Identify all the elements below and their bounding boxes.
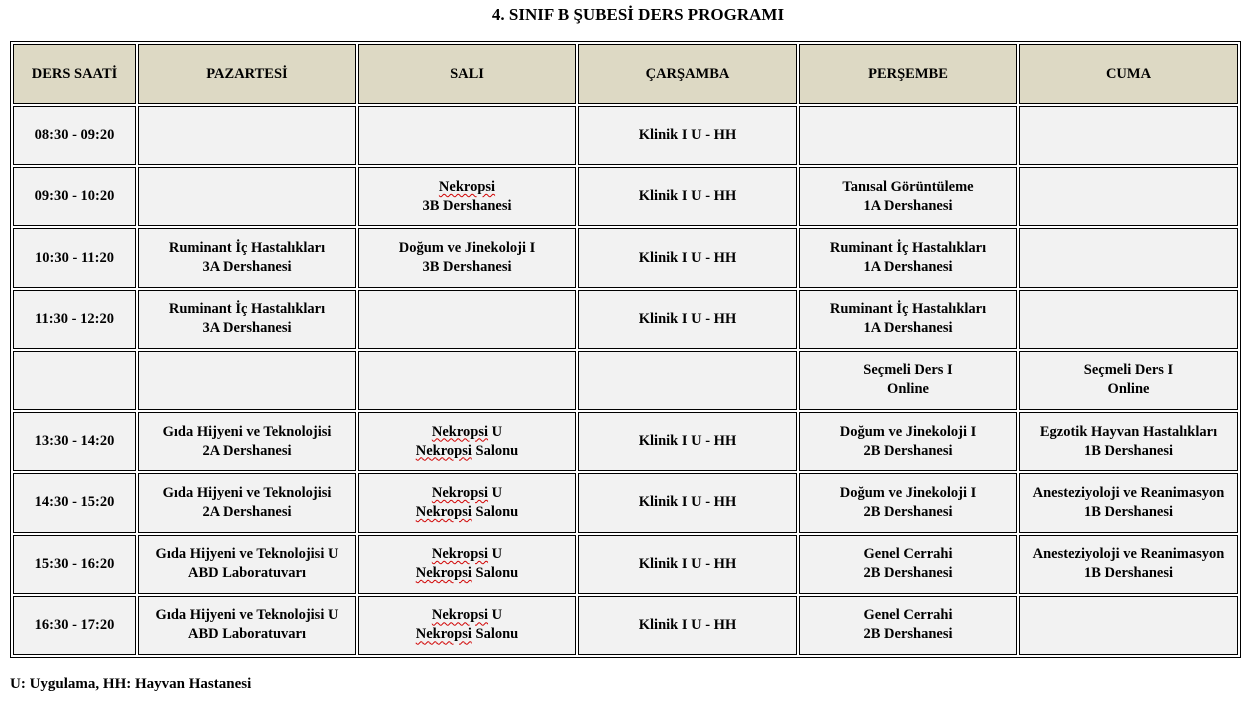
cell-sali <box>358 473 576 532</box>
footnote: U: Uygulama, HH: Hayvan Hastanesi <box>10 676 252 692</box>
course-line: Klinik I U - HH <box>638 188 737 205</box>
course-line: Ruminant İç Hastalıkları <box>168 301 326 318</box>
header-row <box>13 44 1238 104</box>
cell-carsamba <box>578 596 797 655</box>
schedule-row <box>13 535 1238 594</box>
cell-carsamba <box>578 412 797 471</box>
course-line: Klinik I U - HH <box>638 127 737 144</box>
cell-pazartesi <box>138 412 356 471</box>
cell-sali <box>358 535 576 594</box>
page-title: 4. SINIF B ŞUBESİ DERS PROGRAMI <box>491 5 785 24</box>
course-line: Nekropsi U <box>431 546 503 563</box>
course-line: Ruminant İç Hastalıkları <box>829 240 987 257</box>
schedule-row <box>13 106 1238 165</box>
time-cell: 10:30 - 11:20 <box>13 228 136 287</box>
course-line: Gıda Hijyeni ve Teknolojisi <box>162 484 332 501</box>
course-line: ABD Laboratuvarı <box>187 565 307 582</box>
header-ders-saati: DERS SAATİ <box>13 44 136 104</box>
course-line: Gıda Hijyeni ve Teknolojisi <box>162 423 332 440</box>
course-line: 2B Dershanesi <box>863 442 953 459</box>
course-line: Doğum ve Jinekoloji I <box>398 240 536 257</box>
time-cell: 11:30 - 12:20 <box>13 290 136 349</box>
cell-carsamba <box>578 351 797 410</box>
cell-cuma <box>1019 473 1238 532</box>
schedule-body <box>13 106 1238 655</box>
course-line: Doğum ve Jinekoloji I <box>839 423 977 440</box>
cell-cuma <box>1019 412 1238 471</box>
header-carsamba: ÇARŞAMBA <box>578 44 797 104</box>
course-line: 3B Dershanesi <box>422 197 512 214</box>
course-line: Klinik I U - HH <box>638 310 737 327</box>
course-line: 2A Dershanesi <box>202 503 292 520</box>
cell-cuma <box>1019 351 1238 410</box>
course-line: Seçmeli Ders I <box>1083 362 1174 379</box>
cell-pazartesi <box>138 167 356 226</box>
course-line: Doğum ve Jinekoloji I <box>839 484 977 501</box>
course-line: 2B Dershanesi <box>863 626 953 643</box>
cell-carsamba <box>578 167 797 226</box>
schedule-row <box>13 167 1238 226</box>
course-line: Klinik I U - HH <box>638 249 737 266</box>
course-line: Nekropsi U <box>431 423 503 440</box>
time-cell <box>13 351 136 410</box>
cell-cuma <box>1019 290 1238 349</box>
course-line: Gıda Hijyeni ve Teknolojisi U <box>155 607 339 624</box>
header-cuma: CUMA <box>1019 44 1238 104</box>
cell-carsamba <box>578 228 797 287</box>
course-line: Anesteziyoloji ve Reanimasyon <box>1032 546 1225 563</box>
header-persembe: PERŞEMBE <box>799 44 1017 104</box>
course-line: Nekropsi Salonu <box>415 626 519 643</box>
schedule-row <box>13 351 1238 410</box>
cell-cuma <box>1019 106 1238 165</box>
header-sali: SALI <box>358 44 576 104</box>
cell-persembe <box>799 106 1017 165</box>
course-line: Genel Cerrahi <box>863 546 953 563</box>
course-line: Nekropsi Salonu <box>415 503 519 520</box>
course-line: 1B Dershanesi <box>1083 442 1174 459</box>
schedule-row <box>13 228 1238 287</box>
cell-sali <box>358 167 576 226</box>
cell-pazartesi <box>138 351 356 410</box>
cell-sali <box>358 596 576 655</box>
course-line: Klinik I U - HH <box>638 433 737 450</box>
time-cell: 13:30 - 14:20 <box>13 412 136 471</box>
cell-cuma <box>1019 596 1238 655</box>
cell-persembe <box>799 351 1017 410</box>
cell-sali <box>358 228 576 287</box>
cell-cuma <box>1019 228 1238 287</box>
cell-carsamba <box>578 290 797 349</box>
cell-carsamba <box>578 535 797 594</box>
time-cell: 09:30 - 10:20 <box>13 167 136 226</box>
course-line: Nekropsi Salonu <box>415 442 519 459</box>
course-line: Nekropsi U <box>431 484 503 501</box>
cell-pazartesi <box>138 290 356 349</box>
course-line: Nekropsi <box>438 178 496 195</box>
cell-persembe <box>799 535 1017 594</box>
course-line: Online <box>1107 381 1150 398</box>
cell-persembe <box>799 596 1017 655</box>
course-line: Tanısal Görüntüleme <box>842 178 974 195</box>
course-line: Ruminant İç Hastalıkları <box>168 240 326 257</box>
course-line: Egzotik Hayvan Hastalıkları <box>1039 423 1218 440</box>
course-line: 3A Dershanesi <box>202 259 292 276</box>
course-line: 3A Dershanesi <box>202 320 292 337</box>
cell-pazartesi <box>138 596 356 655</box>
schedule-row <box>13 473 1238 532</box>
course-line: Anesteziyoloji ve Reanimasyon <box>1032 484 1225 501</box>
schedule-row <box>13 290 1238 349</box>
schedule-row <box>13 412 1238 471</box>
course-line: 1B Dershanesi <box>1083 565 1174 582</box>
course-line: Klinik I U - HH <box>638 555 737 572</box>
cell-sali <box>358 351 576 410</box>
cell-persembe <box>799 167 1017 226</box>
course-line: Seçmeli Ders I <box>863 362 953 379</box>
course-line: 3B Dershanesi <box>422 259 512 276</box>
course-line: Genel Cerrahi <box>863 607 953 624</box>
schedule-table <box>10 41 1241 658</box>
cell-carsamba <box>578 106 797 165</box>
course-line: Ruminant İç Hastalıkları <box>829 301 987 318</box>
header-pazartesi: PAZARTESİ <box>138 44 356 104</box>
course-line: Online <box>887 381 929 398</box>
course-line: 1A Dershanesi <box>863 259 953 276</box>
cell-persembe <box>799 473 1017 532</box>
course-line: Gıda Hijyeni ve Teknolojisi U <box>155 546 339 563</box>
course-line: 2A Dershanesi <box>202 442 292 459</box>
course-line: 1A Dershanesi <box>863 197 953 214</box>
course-line: Klinik I U - HH <box>638 494 737 511</box>
cell-sali <box>358 290 576 349</box>
cell-carsamba <box>578 473 797 532</box>
cell-persembe <box>799 412 1017 471</box>
cell-persembe <box>799 228 1017 287</box>
time-cell: 14:30 - 15:20 <box>13 473 136 532</box>
course-line: Nekropsi U <box>431 607 503 624</box>
time-cell: 15:30 - 16:20 <box>13 535 136 594</box>
cell-pazartesi <box>138 535 356 594</box>
cell-pazartesi <box>138 473 356 532</box>
course-line: Klinik I U - HH <box>638 616 737 633</box>
cell-cuma <box>1019 167 1238 226</box>
cell-persembe <box>799 290 1017 349</box>
cell-pazartesi <box>138 228 356 287</box>
cell-sali <box>358 106 576 165</box>
cell-pazartesi <box>138 106 356 165</box>
course-line: 1B Dershanesi <box>1083 503 1174 520</box>
time-cell: 16:30 - 17:20 <box>13 596 136 655</box>
course-line: 1A Dershanesi <box>863 320 953 337</box>
cell-cuma <box>1019 535 1238 594</box>
time-cell: 08:30 - 09:20 <box>13 106 136 165</box>
course-line: ABD Laboratuvarı <box>187 626 307 643</box>
course-line: 2B Dershanesi <box>863 565 953 582</box>
cell-sali <box>358 412 576 471</box>
schedule-row <box>13 596 1238 655</box>
course-line: Nekropsi Salonu <box>415 565 519 582</box>
course-line: 2B Dershanesi <box>863 503 953 520</box>
